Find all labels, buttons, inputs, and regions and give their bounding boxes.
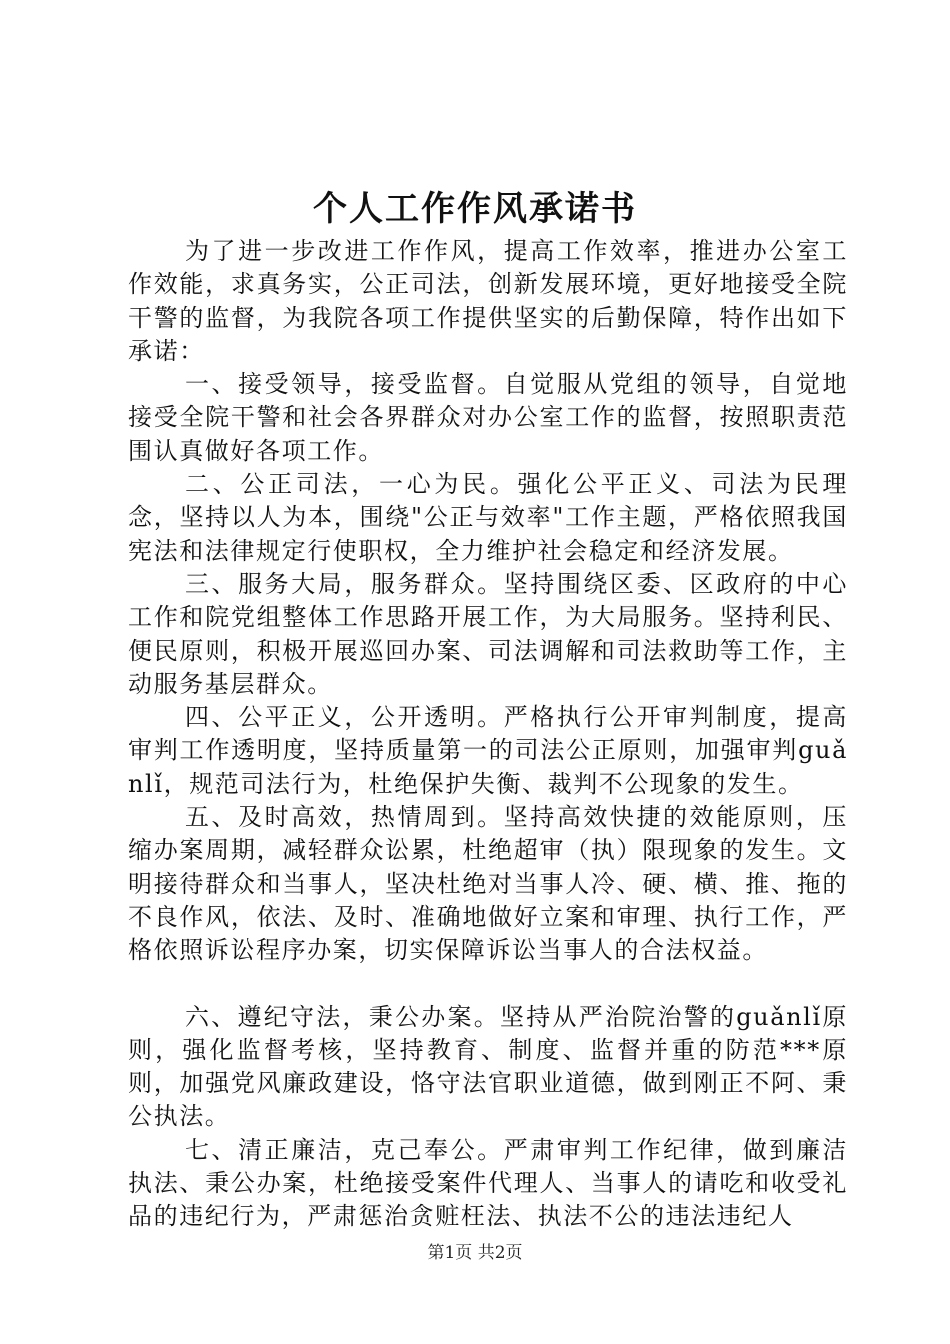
paragraph-commitment-4: 四、公平正义，公开透明。严格执行公开审判制度，提高审判工作透明度，坚持质量第一的司法公正原则，加强审判guǎnlǐ，规范司法行为，杜绝保护失衡、裁判不公现象的发生。	[128, 703, 848, 798]
paragraph-commitment-2: 二、公正司法，一心为民。强化公平正义、司法为民理念，坚持以人为本，围绕"公正与效率"工作主题，严格依照我国宪法和法律规定行使职权，全力维护社会稳定和经济发展。	[128, 470, 848, 565]
paragraph-commitment-7: 七、清正廉洁，克己奉公。严肃审判工作纪律，做到廉洁执法、秉公办案，杜绝接受案件代理人、当事人的请吃和收受礼品的违纪行为，严肃惩治贪赃枉法、执法不公的违法违纪人	[128, 1135, 848, 1231]
paragraph-commitment-6: 六、遵纪守法，秉公办案。坚持从严治院治警的guǎnlǐ原则，强化监督考核，坚持教育、制度、监督并重的防范***原则，加强党风廉政建设，恪守法官职业道德，做到刚正不阿、秉公执法。	[128, 1002, 848, 1131]
page-footer: 第1页 共2页	[427, 1243, 523, 1263]
document-body	[128, 235, 848, 1234]
paragraph-commitment-3: 三、服务大局，服务群众。坚持围绕区委、区政府的中心工作和院党组整体工作思路开展工作，为大局服务。坚持利民、便民原则，积极开展巡回办案、司法调解和司法救助等工作，主动服务基层群众。	[128, 569, 848, 698]
paragraph-intro: 为了进一步改进工作作风，提高工作效率，推进办公室工作效能，求真务实，公正司法，创新发展环境，更好地接受全院干警的监督，为我院各项工作提供坚实的后勤保障，特作出如下承诺：	[128, 237, 848, 365]
paragraph-commitment-1: 一、接受领导，接受监督。自觉服从党组的领导，自觉地接受全院干警和社会各界群众对办公室工作的监督，按照职责范围认真做好各项工作。	[128, 370, 848, 465]
paragraph-commitment-5: 五、及时高效，热情周到。坚持高效快捷的效能原则，压缩办案周期，减轻群众讼累，杜绝超审（执）限现象的发生。文明接待群众和当事人，坚决杜绝对当事人冷、硬、横、推、拖的不良作风，依法、及时、准确地做好立案和审理、执行工作，严格依照诉讼程序办案，切实保障诉讼当事人的合法权益。	[128, 803, 848, 965]
document-title: 个人工作作风承诺书	[313, 189, 637, 229]
